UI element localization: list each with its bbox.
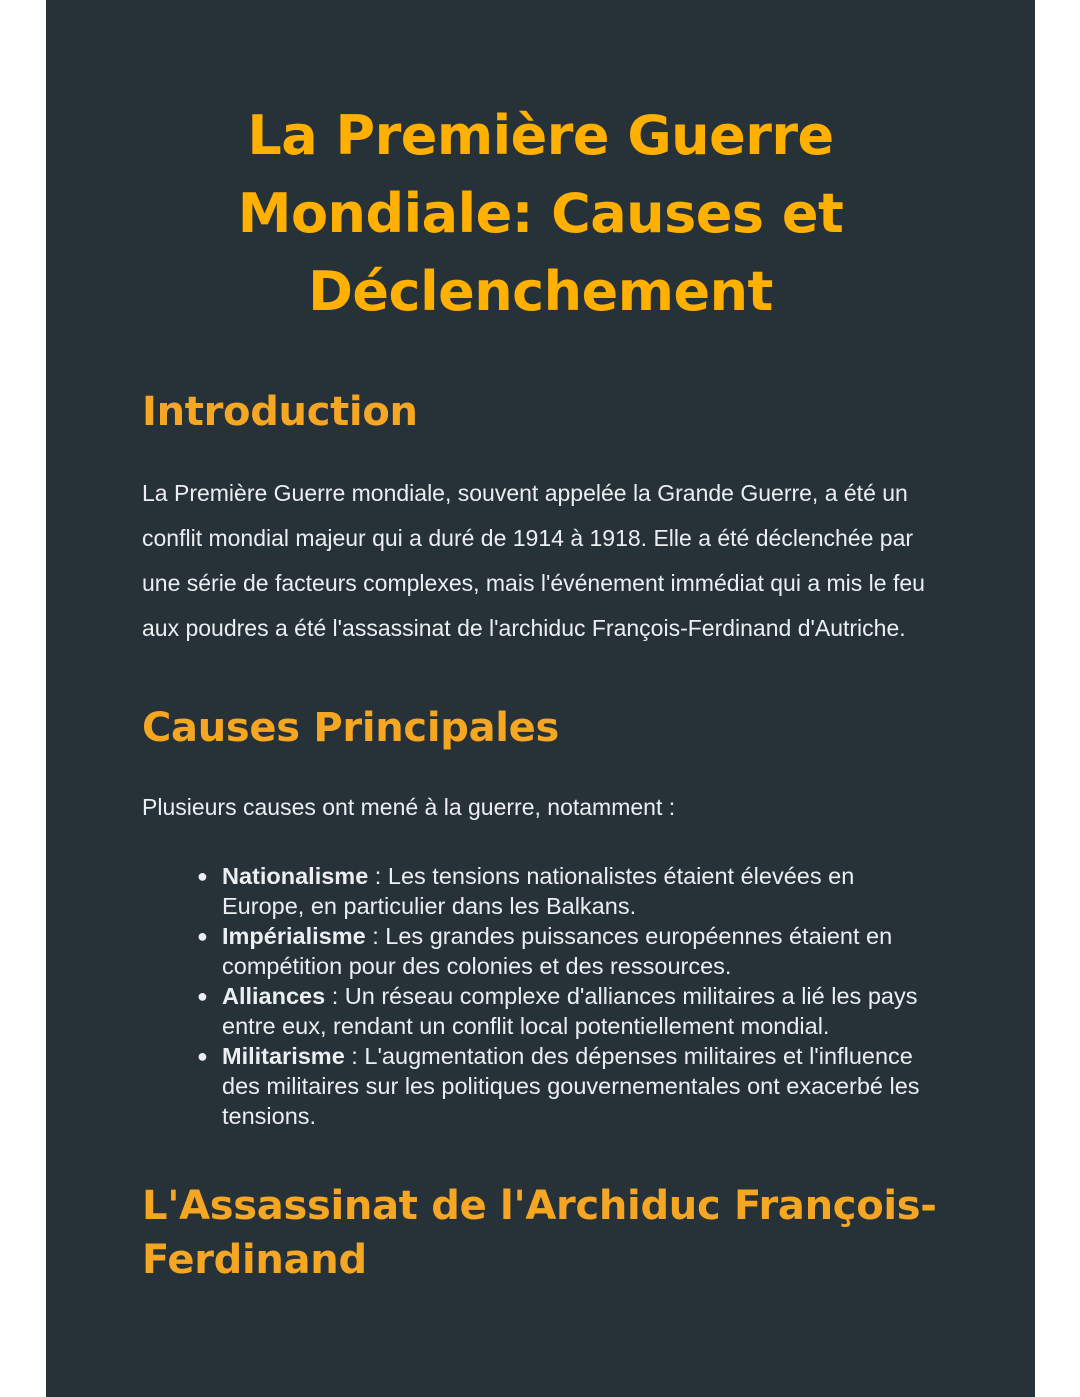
list-item <box>197 981 939 1041</box>
bullet-icon: ● <box>197 1046 208 1066</box>
cause-description: : Les tensions nationalistes étaient élevées en Europe, en particulier dans les Balkans. <box>222 863 855 919</box>
bullet-icon: ● <box>197 866 208 886</box>
list-item <box>197 861 939 921</box>
cause-description: : Un réseau complexe d'alliances militaires a lié les pays entre eux, rendant un conflit local potentiellement mondial. <box>222 983 918 1039</box>
cause-name: Alliances <box>222 983 326 1009</box>
causes-heading: Causes Principales <box>142 705 560 751</box>
causes-list <box>142 861 939 1131</box>
introduction-paragraph: La Première Guerre mondiale, souvent appelée la Grande Guerre, a été un conflit mondial majeur qui a duré de 1914 à 1918. Elle a été déclenchée par une série de facteurs complexes, mais l'événement immédiat qui a mis le feu aux poudres a été l'assassinat de l'archiduc François-Ferdinand d'Autriche. <box>142 480 925 641</box>
cause-description: : Les grandes puissances européennes étaient en compétition pour des colonies et des ressources. <box>222 923 893 979</box>
page-title: La Première Guerre Mondiale: Causes et Déclenchement <box>237 104 844 323</box>
assassinat-heading: L'Assassinat de l'Archiduc François-Ferdinand <box>142 1183 937 1283</box>
cause-name: Impérialisme <box>222 923 366 949</box>
bullet-icon: ● <box>197 926 208 946</box>
list-item <box>197 1041 939 1131</box>
cause-name: Nationalisme <box>222 863 369 889</box>
cause-description: : L'augmentation des dépenses militaires et l'influence des militaires sur les politiques gouvernementales ont exacerbé les tensions. <box>222 1043 920 1129</box>
introduction-heading: Introduction <box>142 389 418 435</box>
list-item <box>197 921 939 981</box>
cause-name: Militarisme <box>222 1043 345 1069</box>
causes-intro-paragraph: Plusieurs causes ont mené à la guerre, notamment : <box>142 794 676 820</box>
bullet-icon: ● <box>197 986 208 1006</box>
document-page <box>46 0 1035 1397</box>
